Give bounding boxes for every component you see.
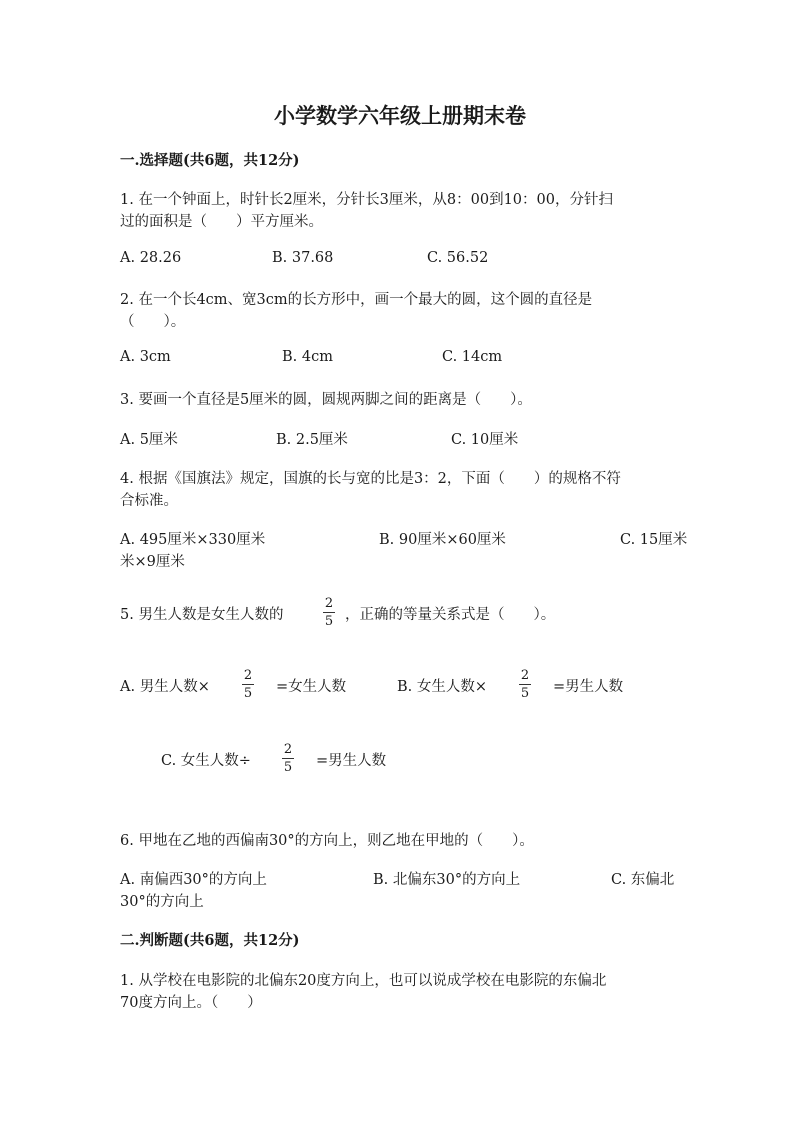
q4-option-c: C. 15厘米 <box>620 532 688 548</box>
s2-q1-line1: 1. 从学校在电影院的北偏东20度方向上，也可以说成学校在电影院的东偏北 <box>120 973 607 989</box>
q3-option-b: B. 2.5厘米 <box>276 432 348 448</box>
q4-line2: 合标准。 <box>120 493 178 509</box>
q3-option-c: C. 10厘米 <box>451 432 519 448</box>
page-title: 小学数学六年级上册期末卷 <box>274 103 526 128</box>
q4-option-a: A. 495厘米×330厘米 <box>120 532 266 548</box>
q5-option-c-after: =男生人数 <box>316 753 387 769</box>
section-2-heading: 二.判断题(共6题，共12分) <box>120 932 300 949</box>
fraction-bar <box>519 684 531 685</box>
q5-text-before: 5. 男生人数是女生人数的 <box>120 607 284 623</box>
fraction-numerator: 2 <box>243 668 253 683</box>
q1-option-a: A. 28.26 <box>120 250 182 266</box>
q5-option-a-before: A. 男生人数× <box>120 679 210 695</box>
fraction-numerator: 2 <box>520 668 530 683</box>
q3-option-a: A. 5厘米 <box>120 432 178 448</box>
q2-option-c: C. 14cm <box>442 349 503 365</box>
q2-option-a: A. 3cm <box>120 349 171 365</box>
fraction-denominator: 5 <box>324 614 334 629</box>
q6-option-c: C. 东偏北 <box>611 872 675 888</box>
fraction-numerator: 2 <box>324 596 334 611</box>
fraction-numerator: 2 <box>283 742 293 757</box>
q6-option-a: A. 南偏西30°的方向上 <box>120 872 267 888</box>
q4-option-c-continued: 米×9厘米 <box>120 554 185 570</box>
q1-option-b: B. 37.68 <box>272 250 334 266</box>
q6-line1: 6. 甲地在乙地的西偏南30°的方向上，则乙地在甲地的（ ）。 <box>120 833 534 849</box>
fraction-denominator: 5 <box>520 686 530 701</box>
q5-option-b-after: =男生人数 <box>553 679 624 695</box>
q2-line1: 2. 在一个长4cm、宽3cm的长方形中，画一个最大的圆，这个圆的直径是 <box>120 292 593 308</box>
q4-option-b: B. 90厘米×60厘米 <box>379 532 506 548</box>
q1-option-c: C. 56.52 <box>427 250 489 266</box>
fraction-bar <box>242 684 254 685</box>
fraction-denominator: 5 <box>243 686 253 701</box>
q5-text-after: ，正确的等量关系式是（ ）。 <box>345 607 556 623</box>
q5-option-b-before: B. 女生人数× <box>397 679 488 695</box>
q1-line2: 过的面积是（ ）平方厘米。 <box>120 214 323 230</box>
q6-option-b: B. 北偏东30°的方向上 <box>373 872 521 888</box>
q2-line2: （ ）。 <box>120 314 186 330</box>
fraction-bar <box>323 612 335 613</box>
q5-fraction <box>321 596 337 629</box>
q1-line1: 1. 在一个钟面上，时针长2厘米，分针长3厘米，从8：00到10：00，分针扫 <box>120 192 613 208</box>
q5-option-a-after: =女生人数 <box>276 679 347 695</box>
q5-option-c-fraction <box>280 742 296 775</box>
fraction-denominator: 5 <box>283 760 293 775</box>
fraction-bar <box>282 758 294 759</box>
q5-option-a-fraction <box>240 668 256 701</box>
q6-option-c-continued: 30°的方向上 <box>120 894 204 910</box>
s2-q1-line2: 70度方向上。（ ） <box>120 995 262 1011</box>
q4-line1: 4. 根据《国旗法》规定，国旗的长与宽的比是3：2，下面（ ）的规格不符 <box>120 471 621 487</box>
section-1-heading: 一.选择题(共6题，共12分) <box>120 152 300 169</box>
q5-option-c-before: C. 女生人数÷ <box>161 753 251 769</box>
q5-option-b-fraction <box>517 668 533 701</box>
q2-option-b: B. 4cm <box>282 349 333 365</box>
q3-line1: 3. 要画一个直径是5厘米的圆，圆规两脚之间的距离是（ ）。 <box>120 392 532 408</box>
